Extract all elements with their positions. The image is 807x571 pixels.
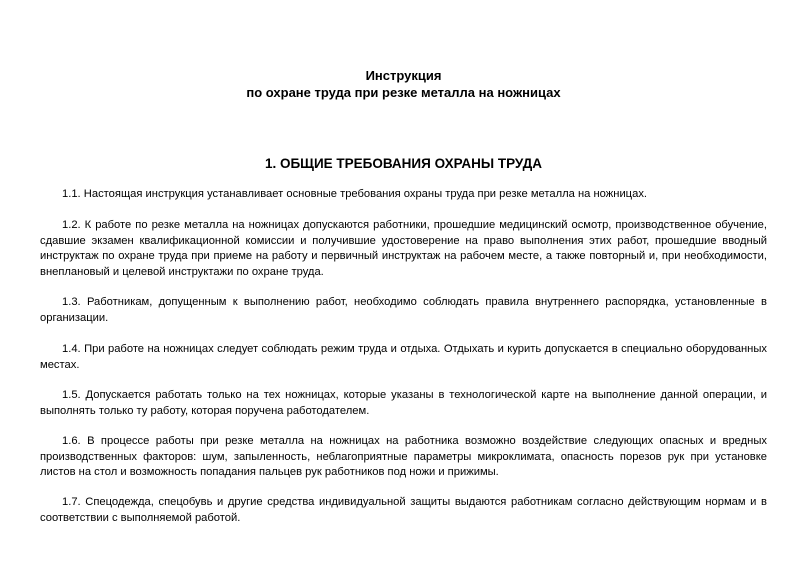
paragraph-1-1: 1.1. Настоящая инструкция устанавливает основные требования охраны труда при резке металла на ножницах. <box>62 188 648 200</box>
paragraph-1-4: 1.4. При работе на ножницах следует соблюдать режим труда и отдыха. Отдыхать и курить допускается в специально оборудованных местах. <box>40 343 767 371</box>
paragraph-1-5: 1.5. Допускается работать только на тех ножницах, которые указаны в технологической карте на выполнение данной операции, и выполнять только ту работу, которая поручена работодателем. <box>40 389 767 417</box>
document-subtitle: по охране труда при резке металла на ножницах <box>246 85 561 100</box>
section-heading: 1. ОБЩИЕ ТРЕБОВАНИЯ ОХРАНЫ ТРУДА <box>264 156 543 171</box>
paragraph-1-6: 1.6. В процессе работы при резке металла на ножницах на работника возможно воздействие следующих опасных и вредных производственных факторов: шум, запыленность, неблагоприятные параметры микроклимата, опасность порезов рук при установке листов на стол и возможность попадания пальцев рук работников под ножи и прижимы. <box>40 435 767 479</box>
document-title: Инструкция <box>365 68 442 83</box>
paragraph-1-2: 1.2. К работе по резке металла на ножницах допускаются работники, прошедшие медицинский осмотр, производственное обучение, сдавшие экзамен квалификационной комиссии и получившие удостоверение на право выполнения этих работ, прошедшие вводный инструктаж по охране труда при приеме на работу и первичный инструктаж на рабочем месте, а также повторный и, при необходимости, внеплановый и целевой инструктажи по охране труда. <box>40 219 767 278</box>
paragraph-1-7: 1.7. Спецодежда, спецобувь и другие средства индивидуальной защиты выдаются работникам согласно действующим нормам и в соответствии с выполняемой работой. <box>40 496 767 524</box>
paragraph-1-3: 1.3. Работникам, допущенным к выполнению работ, необходимо соблюдать правила внутреннего распорядка, установленные в организации. <box>40 296 767 324</box>
